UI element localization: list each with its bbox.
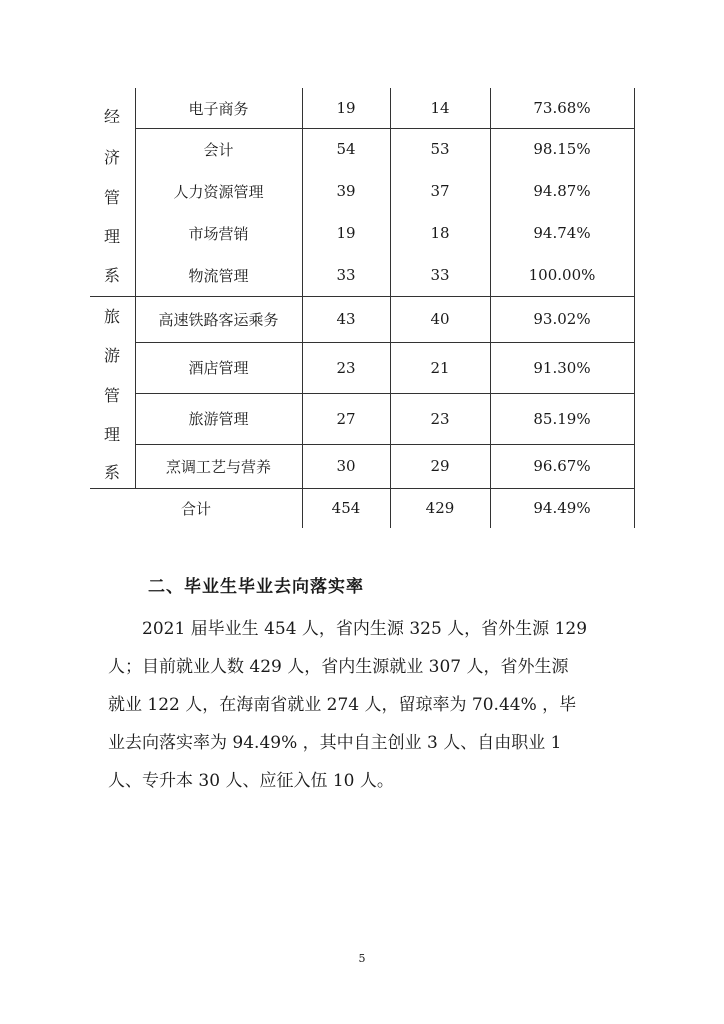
major-cell: 烹调工艺与营养 <box>165 457 271 476</box>
graduates-cell: 54 <box>336 140 356 158</box>
major-cell: 旅游管理 <box>188 410 249 428</box>
department-char: 管 <box>103 386 120 405</box>
paragraph-line: 人、专升本 30 人、应征入伍 10 人。 <box>108 771 394 791</box>
major-cell: 会计 <box>203 140 234 159</box>
department-tourism-management <box>98 0 126 500</box>
paragraph-line: 人；目前就业人数 429 人，省内生源就业 307 人，省外生源 <box>108 657 569 677</box>
department-char: 游 <box>103 346 120 365</box>
employed-cell: 33 <box>430 266 450 284</box>
department-char: 济 <box>103 148 120 167</box>
major-cell: 市场营销 <box>188 224 249 243</box>
rate-cell: 100.00% <box>528 266 596 284</box>
rate-cell: 91.30% <box>533 358 591 377</box>
employed-cell: 14 <box>430 99 450 117</box>
major-cell: 物流管理 <box>188 266 249 285</box>
rate-cell: 94.74% <box>533 224 591 242</box>
graduates-cell: 19 <box>336 224 356 242</box>
major-cell: 人力资源管理 <box>173 182 264 201</box>
employed-cell: 53 <box>430 140 450 158</box>
rate-cell: 93.02% <box>533 310 591 328</box>
employed-cell: 37 <box>430 182 450 200</box>
employed-cell: 18 <box>430 224 450 242</box>
paragraph-line: 业去向落实率为 94.49% ，其中自主创业 3 人、自由职业 1 <box>108 733 562 753</box>
rate-cell: 85.19% <box>533 409 591 428</box>
major-cell: 电子商务 <box>188 99 249 118</box>
graduates-cell: 23 <box>336 358 356 377</box>
graduates-cell: 19 <box>336 99 356 117</box>
employed-cell: 29 <box>430 457 450 475</box>
employed-cell: 23 <box>430 409 450 428</box>
paragraph-line: 就业 122 人，在海南省就业 274 人，留琼率为 70.44% ，毕 <box>108 695 577 715</box>
department-char: 经 <box>103 107 120 126</box>
graduates-cell: 43 <box>336 310 356 328</box>
graduates-cell: 30 <box>336 457 356 475</box>
rate-cell: 98.15% <box>533 140 591 158</box>
department-char: 理 <box>103 227 120 246</box>
department-char: 系 <box>103 463 120 482</box>
graduates-cell: 33 <box>336 266 356 284</box>
section-heading: 二、毕业生毕业去向落实率 <box>148 577 364 597</box>
major-cell: 酒店管理 <box>188 359 249 377</box>
page-number: 5 <box>358 952 366 965</box>
graduates-cell: 39 <box>336 182 356 200</box>
rate-cell: 73.68% <box>533 99 591 117</box>
department-char: 系 <box>103 266 120 285</box>
table-rule <box>634 88 635 528</box>
department-char: 理 <box>103 425 120 444</box>
rate-cell: 94.87% <box>533 182 591 200</box>
rate-cell: 96.67% <box>533 457 591 475</box>
total-employed: 429 <box>425 499 455 517</box>
employed-cell: 40 <box>430 310 450 328</box>
section-paragraph <box>108 610 608 800</box>
total-graduates: 454 <box>331 499 361 517</box>
department-char: 管 <box>103 188 120 207</box>
total-rate: 94.49% <box>533 499 591 517</box>
graduates-cell: 27 <box>336 409 356 428</box>
total-label: 合计 <box>180 499 211 518</box>
department-char: 旅 <box>103 307 120 326</box>
paragraph-line: 2021 届毕业生 454 人，省内生源 325 人，省外生源 129 <box>142 619 588 639</box>
employed-cell: 21 <box>430 358 450 377</box>
major-cell: 高速铁路客运乘务 <box>158 310 279 329</box>
